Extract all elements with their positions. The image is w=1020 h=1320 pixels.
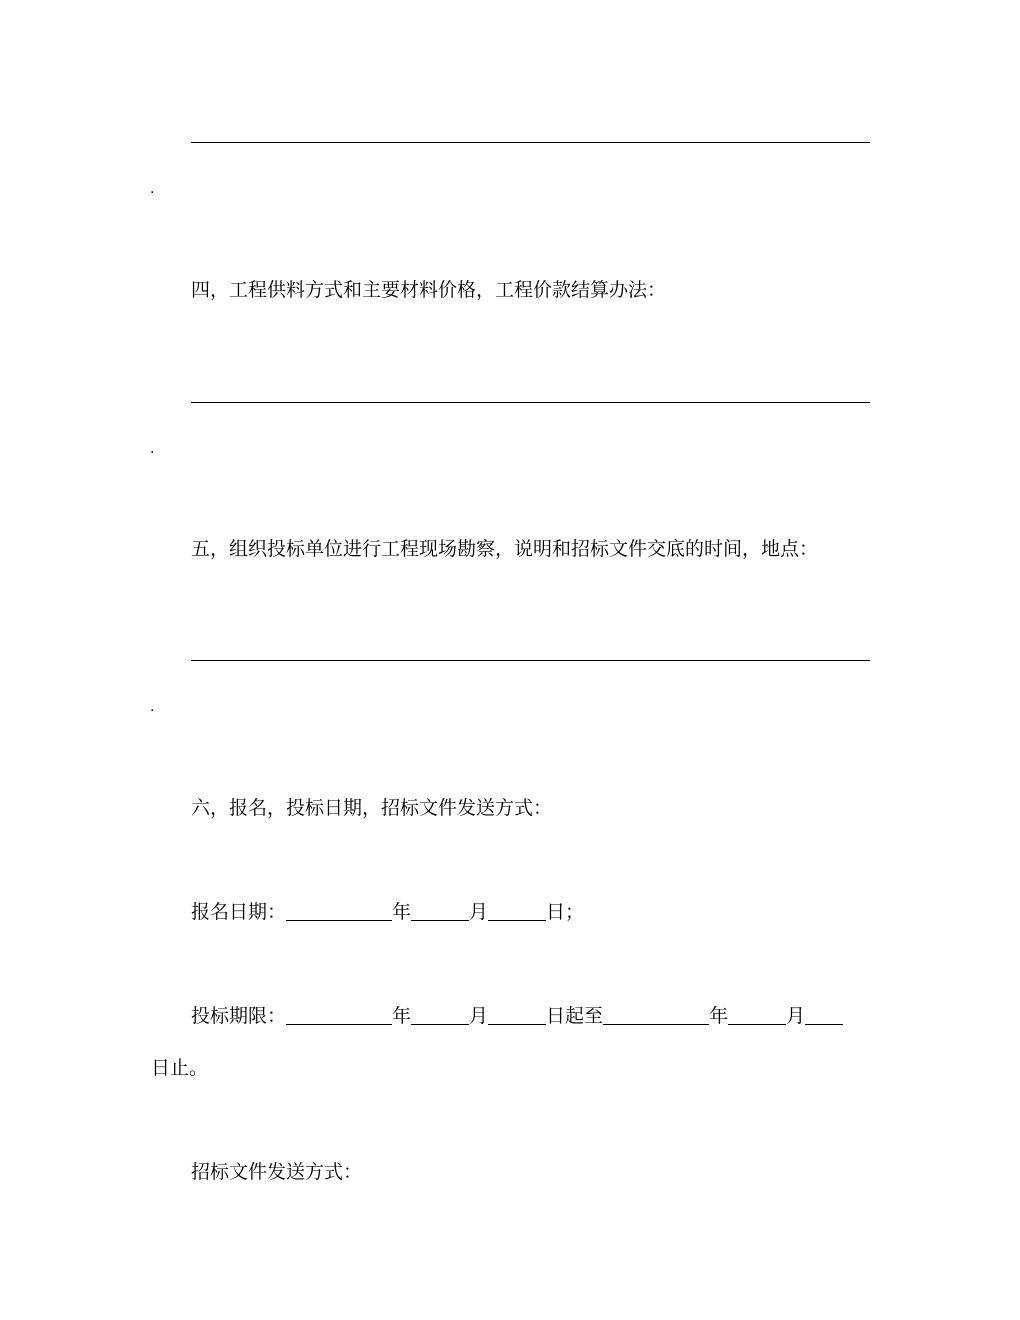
day-from-label: 日起至: [546, 1005, 604, 1027]
month-label: 月: [469, 1005, 489, 1027]
fill-in-line-1: [191, 142, 870, 143]
fill-in-line-2: [191, 402, 870, 403]
registration-month-blank[interactable]: [411, 902, 469, 921]
bidding-period-label: 投标期限：: [191, 1005, 287, 1027]
year-label: 年: [392, 901, 412, 923]
paragraph-dot: .: [150, 181, 155, 197]
month-label: 月: [786, 1005, 806, 1027]
year-label: 年: [392, 1005, 412, 1027]
section-6-heading: 六，报名，投标日期，招标文件发送方式：: [191, 797, 553, 819]
paragraph-dot: .: [150, 699, 155, 715]
bidding-start-day-blank[interactable]: [488, 1006, 546, 1025]
bidding-end-day-blank[interactable]: [805, 1006, 843, 1025]
fill-in-line-3: [191, 660, 870, 661]
month-label: 月: [469, 901, 489, 923]
registration-year-blank[interactable]: [286, 902, 392, 921]
section-5-heading: 五，组织投标单位进行工程现场勘察，说明和招标文件交底的时间，地点：: [191, 538, 819, 560]
bidding-period-line: [191, 1004, 843, 1028]
year-label: 年: [709, 1005, 729, 1027]
paragraph-dot: .: [150, 441, 155, 457]
registration-date-label: 报名日期：: [191, 901, 287, 923]
registration-date-line: [191, 900, 584, 924]
bidding-period-end: 日止。: [151, 1057, 209, 1079]
section-4-heading: 四，工程供料方式和主要材料价格，工程价款结算办法：: [191, 279, 667, 301]
bidding-start-year-blank[interactable]: [286, 1006, 392, 1025]
delivery-method-label: 招标文件发送方式：: [191, 1161, 363, 1183]
bidding-end-month-blank[interactable]: [728, 1006, 786, 1025]
registration-day-blank[interactable]: [488, 902, 546, 921]
bidding-start-month-blank[interactable]: [411, 1006, 469, 1025]
bidding-end-year-blank[interactable]: [603, 1006, 709, 1025]
day-label: 日；: [546, 901, 585, 923]
